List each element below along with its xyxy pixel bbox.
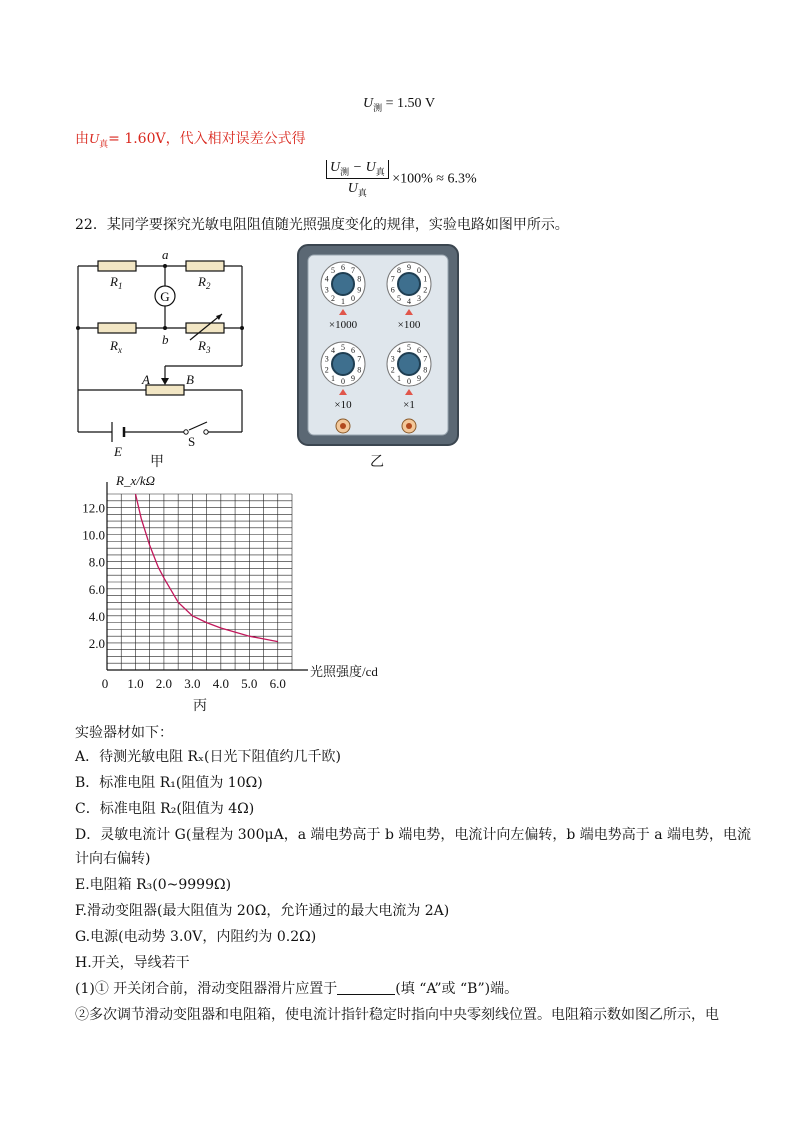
x-tick-label: 2.0 [155,676,173,691]
dial-multiplier: ×10 [334,399,352,411]
y-tick-label: 12.0 [82,500,105,516]
dial-digit: 9 [407,263,411,272]
resistance-light-chart [70,470,400,718]
dial-digit: 0 [351,293,355,303]
dial-multiplier: ×100 [397,319,421,331]
dial-digit: 1 [397,373,401,383]
dial-digit: 3 [417,293,421,303]
material-h: H.开关，导线若干 [75,955,190,971]
y-axis-label: R_x/kΩ [116,473,155,488]
dial-digit: 0 [407,377,411,386]
svg-text:甲: 甲 [150,454,164,468]
dial-digit: 2 [423,285,428,295]
materials-heading: 实验器材如下： [75,725,173,741]
dial-digit: 1 [423,274,428,284]
svg-text:E: E [114,444,122,459]
svg-text:R1: $R_1$ [110,274,123,291]
dial-digit: 6 [417,346,421,356]
svg-text:a: a [162,247,169,262]
dial-digit: 3 [390,354,395,364]
u-measured-eq: $U_测 = 1.50$ V [363,96,436,113]
dial-digit: 5 [341,343,345,352]
material-g: G.电源(电动势 3.0V，内阻约为 0.2Ω) [75,929,317,945]
svg-text:A: A [142,372,150,387]
dial-multiplier: ×1000 [328,319,358,331]
material-d: D．灵敏电流计 G(量程为 300μA，a 端电势高于 b 端电势，电流计向左偏转，b 端电势高于 a 端电势，电流 [75,827,752,843]
dial-digit: 8 [357,365,362,375]
x-tick-label: 4.0 [212,676,229,691]
dial-knob[interactable] [332,273,354,295]
dial-knob[interactable] [398,353,420,375]
x-tick-label: 5.0 [241,676,258,691]
y-tick-label: 6.0 [88,581,105,597]
svg-text:G: G [160,289,170,304]
dial-digit: 0 [341,377,345,386]
x-tick-label: 0 [101,676,109,691]
dial-digit: 3 [324,285,329,295]
dial-digit: 2 [324,365,329,375]
material-c: C．标准电阻 R₂(阻值为 4Ω) [75,801,255,817]
svg-text:乙: 乙 [370,454,384,469]
dial-digit: 5 [331,266,335,276]
y-tick-label: 2.0 [88,635,105,651]
dial-digit: 4 [407,297,411,306]
svg-text:S: S [188,434,196,449]
resistor-rx [98,323,136,333]
y-tick-label: 4.0 [88,608,105,624]
x-tick-label: 6.0 [269,676,286,691]
dial-digit: 6 [341,263,345,272]
dial-digit: 6 [351,346,355,356]
rheostat [146,385,184,395]
dial-digit: 3 [324,354,329,364]
svg-text:b: b [162,332,169,347]
dial-digit: 7 [423,354,428,364]
dial-digit: 2 [390,365,395,375]
svg-text:R2: $R_2$ [198,274,211,291]
dial-digit: 4 [324,274,329,284]
question-stem: 22．某同学要探究光敏电阻阻值随光照强度变化的规律，实验电路如图甲所示。 [75,217,569,233]
dial-digit: 0 [417,266,421,276]
material-a: A．待测光敏电阻 Rₓ(日光下阻值约几千欧) [75,749,341,765]
dial-digit: 9 [351,373,355,383]
dial-digit: 5 [407,343,411,352]
svg-text:R3: $R_3$ [198,338,211,355]
circuit-diagram [70,246,260,468]
u-true-line: 由$U_真= 1.60V$，代入相对误差公式得 [75,131,306,150]
x-tick-label: 1.0 [127,676,144,691]
dial-digit: 8 [357,274,362,284]
dial-digit: 2 [331,293,335,303]
dial-digit: 4 [397,346,401,356]
dial-digit: 9 [357,285,362,295]
dial-digit: 7 [351,266,355,276]
dial-knob[interactable] [332,353,354,375]
dial-digit: 5 [397,293,401,303]
dial-knob[interactable] [398,273,420,295]
resistor-r2 [186,261,224,271]
dial-digit: 9 [417,373,421,383]
material-d-cont: 计向右偏转) [75,851,151,867]
material-b: B．标准电阻 R₁(阻值为 10Ω) [75,775,263,791]
dial-digit: 1 [331,373,335,383]
material-f: F.滑动变阻器(最大阻值为 20Ω，允许通过的最大电流为 2A) [75,903,450,919]
resistor-r1 [98,261,136,271]
sub-question-2: ②多次调节滑动变阻器和电阻箱，使电流计指针稳定时指向中央零刻线位置。电阻箱示数如图乙所示，电 [75,1007,719,1023]
dial-digit: 4 [331,346,335,356]
answer-blank[interactable] [337,982,395,995]
dial-digit: 6 [390,285,395,295]
x-axis-label: 光照强度/cd [310,664,378,679]
dial-multiplier: ×1 [403,399,415,411]
dial-digit: 7 [390,274,395,284]
y-tick-label: 8.0 [88,554,105,570]
relative-error-formula: $U_测 - U_真$ $U_真$ ×100% ≈ 6.3% [326,160,477,199]
dial-digit: 8 [397,266,401,276]
chart-caption: 丙 [193,699,207,714]
dial-digit: 8 [423,365,428,375]
x-tick-label: 3.0 [184,676,201,691]
resistor-box [297,244,462,469]
material-e: E.电阻箱 R₃(0~9999Ω) [75,877,232,893]
dial-digit: 7 [357,354,362,364]
svg-text:Rx: $R_x$ [110,338,122,355]
svg-text:B: B [186,372,194,387]
dial-digit: 1 [341,297,345,306]
sub-question-1: (1)① 开关闭合前，滑动变阻器滑片应置于 (填 “A”或 “B”)端。 [75,981,519,997]
y-tick-label: 10.0 [82,527,105,543]
